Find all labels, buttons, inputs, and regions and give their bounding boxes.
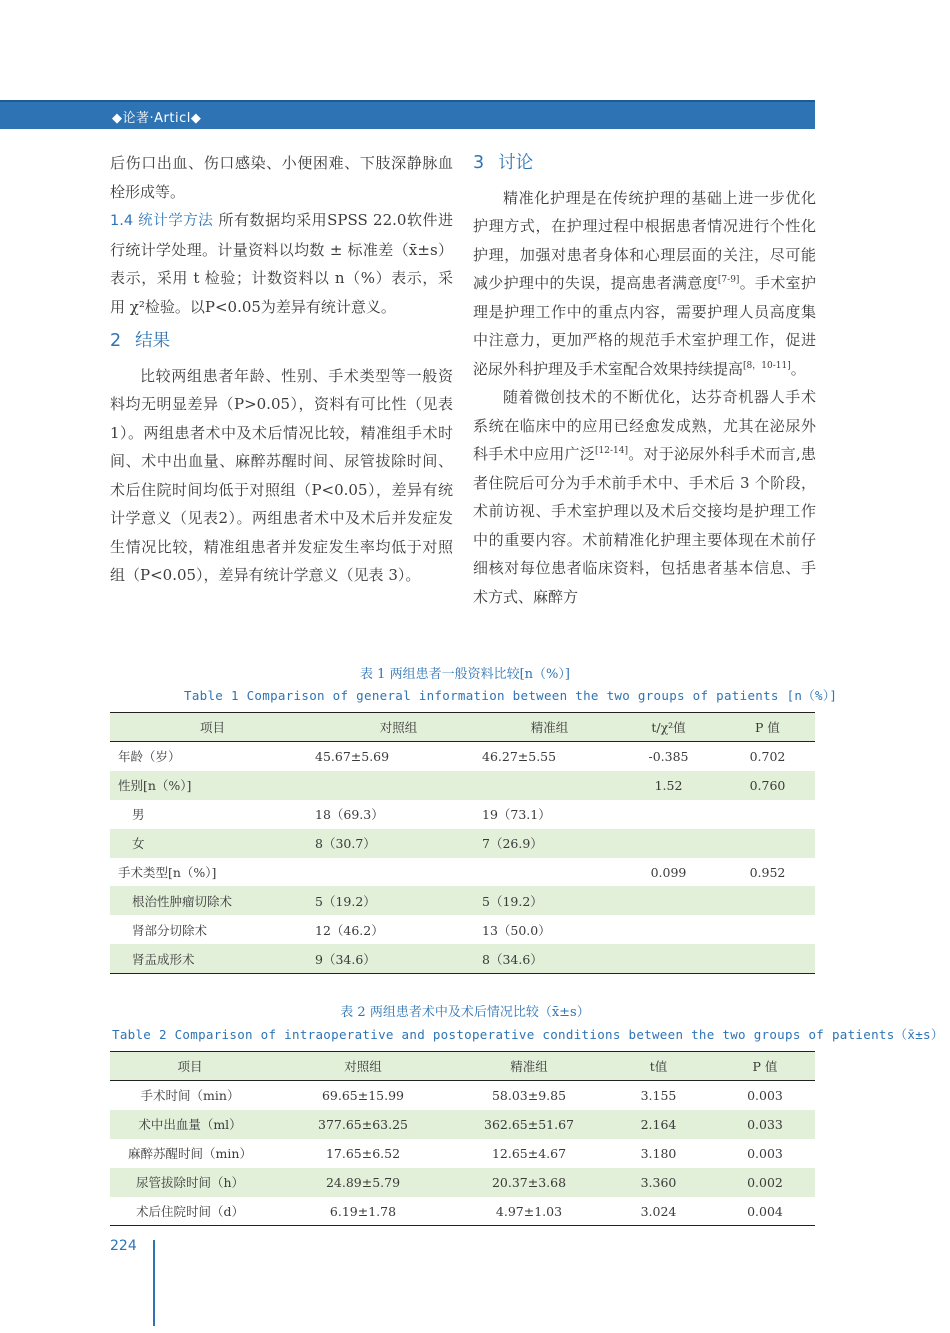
- table-cell: [482, 858, 617, 887]
- table-row: [110, 886, 815, 915]
- table-row: [110, 944, 815, 973]
- citation: [7-9]: [717, 275, 740, 285]
- page-number: 224: [110, 1238, 137, 1254]
- table-header: 项目: [110, 713, 315, 742]
- table-cell: [720, 829, 815, 858]
- heading-title: 讨论: [498, 153, 534, 173]
- table-cell: 0.702: [749, 748, 786, 764]
- table-header: P 值: [720, 713, 815, 742]
- table-cell: [315, 771, 482, 800]
- table-row: [110, 800, 815, 829]
- table-header: t/χ²值: [617, 713, 720, 742]
- paragraph: 后伤口出血、伤口感染、小便困难、下肢深静脉血栓形成等。: [110, 154, 453, 201]
- table2-caption-en: Table 2 Comparison of intraoperative and postoperative conditions between the two groups of patients（x̄±s）: [112, 1027, 944, 1042]
- table-cell: 45.67±5.69: [315, 748, 390, 764]
- table-cell: 19（73.1）: [482, 807, 551, 823]
- table-cell: 6.19±1.78: [329, 1203, 397, 1219]
- table-cell: 8（34.6）: [482, 944, 617, 973]
- table-cell: 3.360: [602, 1168, 715, 1197]
- table-cell: [617, 944, 720, 973]
- table-cell: 7（26.9）: [482, 829, 617, 858]
- paragraph: 比较两组患者年龄、性别、手术类型等一般资料均无明显差异（P>0.05），资料有可比性（见表 1）。两组患者术中及术后情况比较，精准组手术时间、术中出血量、麻醉苏醒时间、尿管拔除时间、术后住院时间均低于对照组（P<0.05），差异有统计学意义（见表2）。两组患者术中及术后并发症发生情况比较，精准组患者并发症发生率均低于对照组（P<0.05），差异有统计学意义（见表 3）。: [110, 366, 453, 584]
- table-row: [110, 858, 815, 887]
- table-cell: 8（30.7）: [315, 829, 482, 858]
- table-cell: 12.65±4.67: [491, 1145, 567, 1161]
- table-2: [110, 1051, 815, 1226]
- table-row: [110, 1197, 815, 1226]
- table-cell: 0.099: [650, 864, 687, 880]
- table-cell: 362.65±51.67: [456, 1110, 602, 1139]
- table-cell: 18（69.3）: [315, 807, 384, 823]
- header-banner: [0, 100, 815, 129]
- table-cell: 女: [110, 829, 315, 858]
- table-cell: 24.89±5.79: [270, 1168, 456, 1197]
- table-row: [110, 742, 815, 771]
- heading-results: [110, 327, 453, 356]
- table-cell: 12（46.2）: [315, 922, 384, 938]
- table-cell: 0.003: [747, 1145, 783, 1161]
- left-column: [110, 149, 453, 590]
- table-row: [110, 915, 815, 944]
- table-cell: [720, 944, 815, 973]
- table-cell: 肾盂成形术: [110, 944, 315, 973]
- table-cell: [617, 886, 720, 915]
- table-cell: 手术类型[n（%）]: [118, 865, 217, 880]
- section-label: ◆论著·Articl◆: [112, 111, 202, 126]
- table-row: [110, 1110, 815, 1139]
- heading-number: 2: [110, 331, 122, 351]
- table-cell: [720, 800, 815, 829]
- table-cell: 0.033: [715, 1110, 815, 1139]
- table-cell: 男: [132, 807, 145, 823]
- table-header: 精准组: [456, 1052, 602, 1081]
- table-cell: [617, 800, 720, 829]
- paragraph: [473, 383, 816, 611]
- heading-title: 结果: [135, 331, 171, 351]
- table-row: [110, 1139, 815, 1168]
- right-column: [473, 149, 816, 611]
- table1-caption-en: Table 1 Comparison of general information between the two groups of patients [n（%）]: [184, 688, 838, 703]
- text-run: 。: [790, 359, 806, 378]
- table-row: [110, 771, 815, 800]
- table-cell: 17.65±6.52: [325, 1145, 401, 1161]
- table-header: 项目: [110, 1052, 270, 1081]
- text-run: 。手术室护理是护理工作中的重点内容，需要护理人员高度集中注意力，更加严格的规范手术室护理工作，促进泌尿外科护理及手术室配合效果持续提高: [473, 274, 816, 378]
- table-cell: 0.760: [720, 771, 815, 800]
- table-cell: 58.03±9.85: [491, 1087, 567, 1103]
- citation: [8，10-11]: [743, 360, 791, 371]
- section-1-4-title: 1.4 统计学方法: [110, 213, 214, 229]
- table-cell: 术后住院时间（d）: [135, 1204, 244, 1219]
- table-cell: [482, 771, 617, 800]
- table-cell: 20.37±3.68: [456, 1168, 602, 1197]
- footer-divider: [153, 1240, 155, 1326]
- citation: [12-14]: [595, 446, 628, 456]
- table-cell: 0.952: [749, 864, 786, 880]
- table-cell: 377.65±63.25: [270, 1110, 456, 1139]
- table-cell: 3.180: [640, 1145, 677, 1161]
- text-run: 精准化护理是在传统护理的基础上进一步优化护理方式，在护理过程中根据患者情况进行个性化护理，加强对患者身体和心理层面的关注，尽可能减少护理中的失误，提高患者满意度: [473, 188, 816, 292]
- table-cell: 5（19.2）: [482, 886, 617, 915]
- table-cell: [315, 858, 482, 887]
- table-cell: 69.65±15.99: [321, 1087, 405, 1103]
- table-cell: 尿管拔除时间（h）: [110, 1168, 270, 1197]
- table-header-row: [110, 1052, 815, 1081]
- table-cell: 4.97±1.03: [495, 1203, 563, 1219]
- table-cell: 术中出血量（ml）: [110, 1110, 270, 1139]
- table-cell: 9（34.6）: [315, 944, 482, 973]
- table-row: [110, 1168, 815, 1197]
- table-cell: [720, 915, 815, 944]
- section-1-4: [110, 206, 453, 321]
- table-cell: 年龄（岁）: [118, 749, 181, 765]
- table-cell: 0.002: [715, 1168, 815, 1197]
- paragraph: [473, 184, 816, 384]
- table-cell: 13（50.0）: [482, 922, 551, 938]
- table-cell: 根治性肿瘤切除术: [110, 886, 315, 915]
- table-cell: 肾部分切除术: [132, 922, 208, 938]
- table-cell: 2.164: [602, 1110, 715, 1139]
- table-cell: 3.024: [640, 1203, 677, 1219]
- table-row: [110, 829, 815, 858]
- table-header: 对照组: [270, 1052, 456, 1081]
- table-cell: 3.155: [640, 1087, 677, 1103]
- text-run: 。对于泌尿外科手术而言,患者住院后可分为手术前手术中、手术后 3 个阶段，术前访视、手术室护理以及术后交接均是护理工作中的重要内容。术前精准化护理主要体现在术前仔细核对每位患者临床资料，包括患者基本信息、手术方式、麻醉方: [473, 445, 816, 606]
- table-header: 精准组: [482, 713, 617, 742]
- table-cell: 0.004: [747, 1203, 783, 1219]
- table-header-row: [110, 713, 815, 742]
- table-cell: [617, 915, 720, 944]
- text-run: 随着微创技术的不断优化，达芬奇机器人手术系统在临床中的应用已经愈发成熟，尤其在泌尿外科手术中应用广泛: [473, 388, 816, 463]
- heading-discussion: [473, 149, 816, 178]
- section-1-4-body: 所有数据均采用SPSS 22.0软件进行统计学处理。计量资料以均数 ± 标准差（x̄±s）表示，采用 t 检验；计数资料以 n（%）表示，采用 χ²检验。以P<0.05为差异有统计意义。: [110, 211, 453, 316]
- table-row: [110, 1081, 815, 1110]
- table-cell: 5（19.2）: [315, 886, 482, 915]
- table-cell: 麻醉苏醒时间（min）: [128, 1146, 252, 1162]
- table-cell: 1.52: [617, 771, 720, 800]
- table-cell: 性别[n（%）]: [110, 771, 315, 800]
- table-cell: 手术时间（min）: [140, 1088, 240, 1104]
- table-1: [110, 712, 815, 974]
- table-cell: [720, 886, 815, 915]
- table1-caption-cn: 表 1 两组患者一般资料比较[n（%）]: [360, 667, 570, 682]
- heading-number: 3: [473, 153, 485, 173]
- table-header: t值: [602, 1052, 715, 1081]
- table-cell: [617, 829, 720, 858]
- table-header: 对照组: [315, 713, 482, 742]
- table-cell: -0.385: [648, 748, 689, 764]
- table-cell: 0.003: [747, 1087, 783, 1103]
- table-cell: 46.27±5.55: [482, 748, 557, 764]
- table2-caption-cn: 表 2 两组患者术中及术后情况比较（x̄±s）: [340, 1005, 590, 1020]
- table-header: P 值: [715, 1052, 815, 1081]
